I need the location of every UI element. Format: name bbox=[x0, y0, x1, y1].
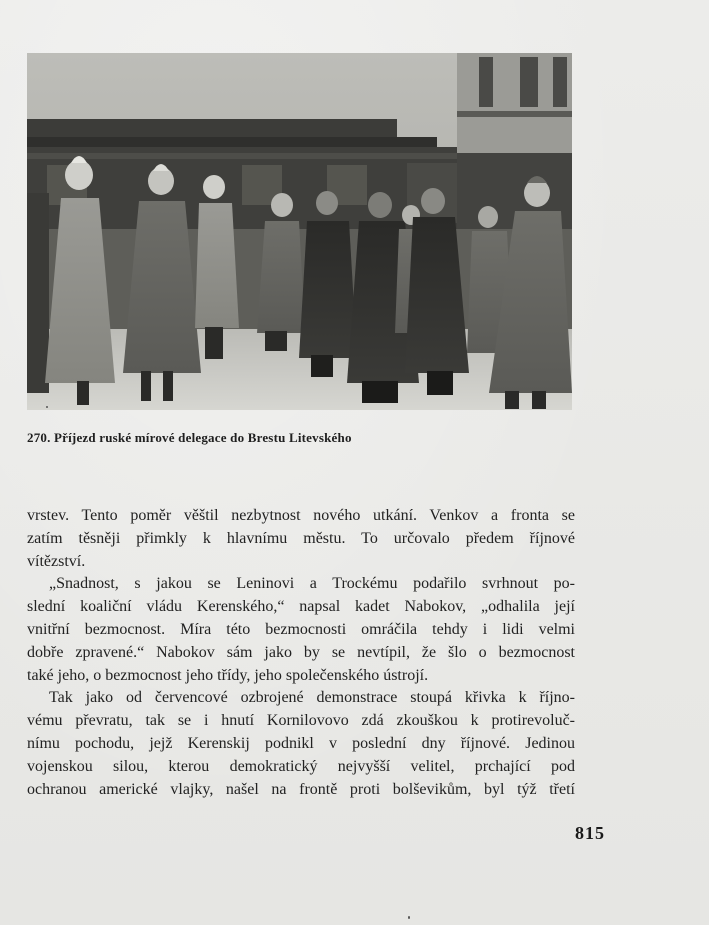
text-line: vnitřní bezmocnost. Míra této bezmocnosti omráčila tehdy i lidi velmi bbox=[27, 620, 575, 638]
figure-caption: 270. Příjezd ruské mírové delegace do Brestu Litevského bbox=[27, 430, 352, 445]
text-line: slední koaliční vládu Kerenského,“ napsal kadet Nabokov, „odhalila její bbox=[27, 598, 575, 616]
photo-illustration bbox=[27, 53, 572, 410]
text-line: vrstev. Tento poměr věštil nezbytnost nového utkání. Venkov a fronta se bbox=[27, 507, 575, 524]
page-number: 815 bbox=[575, 823, 605, 843]
text-line: ochranou americké vlajky, našel na frontě proti bolševikům, byl týž třetí bbox=[27, 780, 575, 798]
paper-speck bbox=[408, 916, 410, 919]
body-text bbox=[27, 505, 575, 801]
text-line: nímu pochodu, jejž Kerenskij podnikl v poslední dny říjnové. Jedinou bbox=[27, 734, 575, 752]
text-line: zatím těsněji přimkly k hlavnímu městu. To určovalo předem říjnové bbox=[27, 529, 575, 547]
text-line: dobře zpravené.“ Nabokov sám jako by se nevtípil, že šlo o bezmocnost bbox=[27, 643, 575, 661]
text-line: vítězství. bbox=[27, 552, 86, 570]
text-line: Tak jako od červencové ozbrojené demonstrace stoupá křivka k říjno- bbox=[49, 689, 575, 707]
text-line: vojenskou silou, kterou demokratický nejvyšší velitel, prchající pod bbox=[27, 757, 575, 775]
paper-speck bbox=[46, 406, 48, 408]
historical-photo bbox=[27, 53, 572, 410]
text-line: vému převratu, tak se i hnutí Kornilovovo zdá zkouškou k protirevoluč- bbox=[27, 712, 575, 730]
text-line: také jeho, o bezmocnost jeho třídy, jeho společenského ústrojí. bbox=[27, 666, 429, 684]
text-line: „Snadnost, s jakou se Leninovi a Trockému podařilo svrhnout po- bbox=[49, 575, 575, 593]
